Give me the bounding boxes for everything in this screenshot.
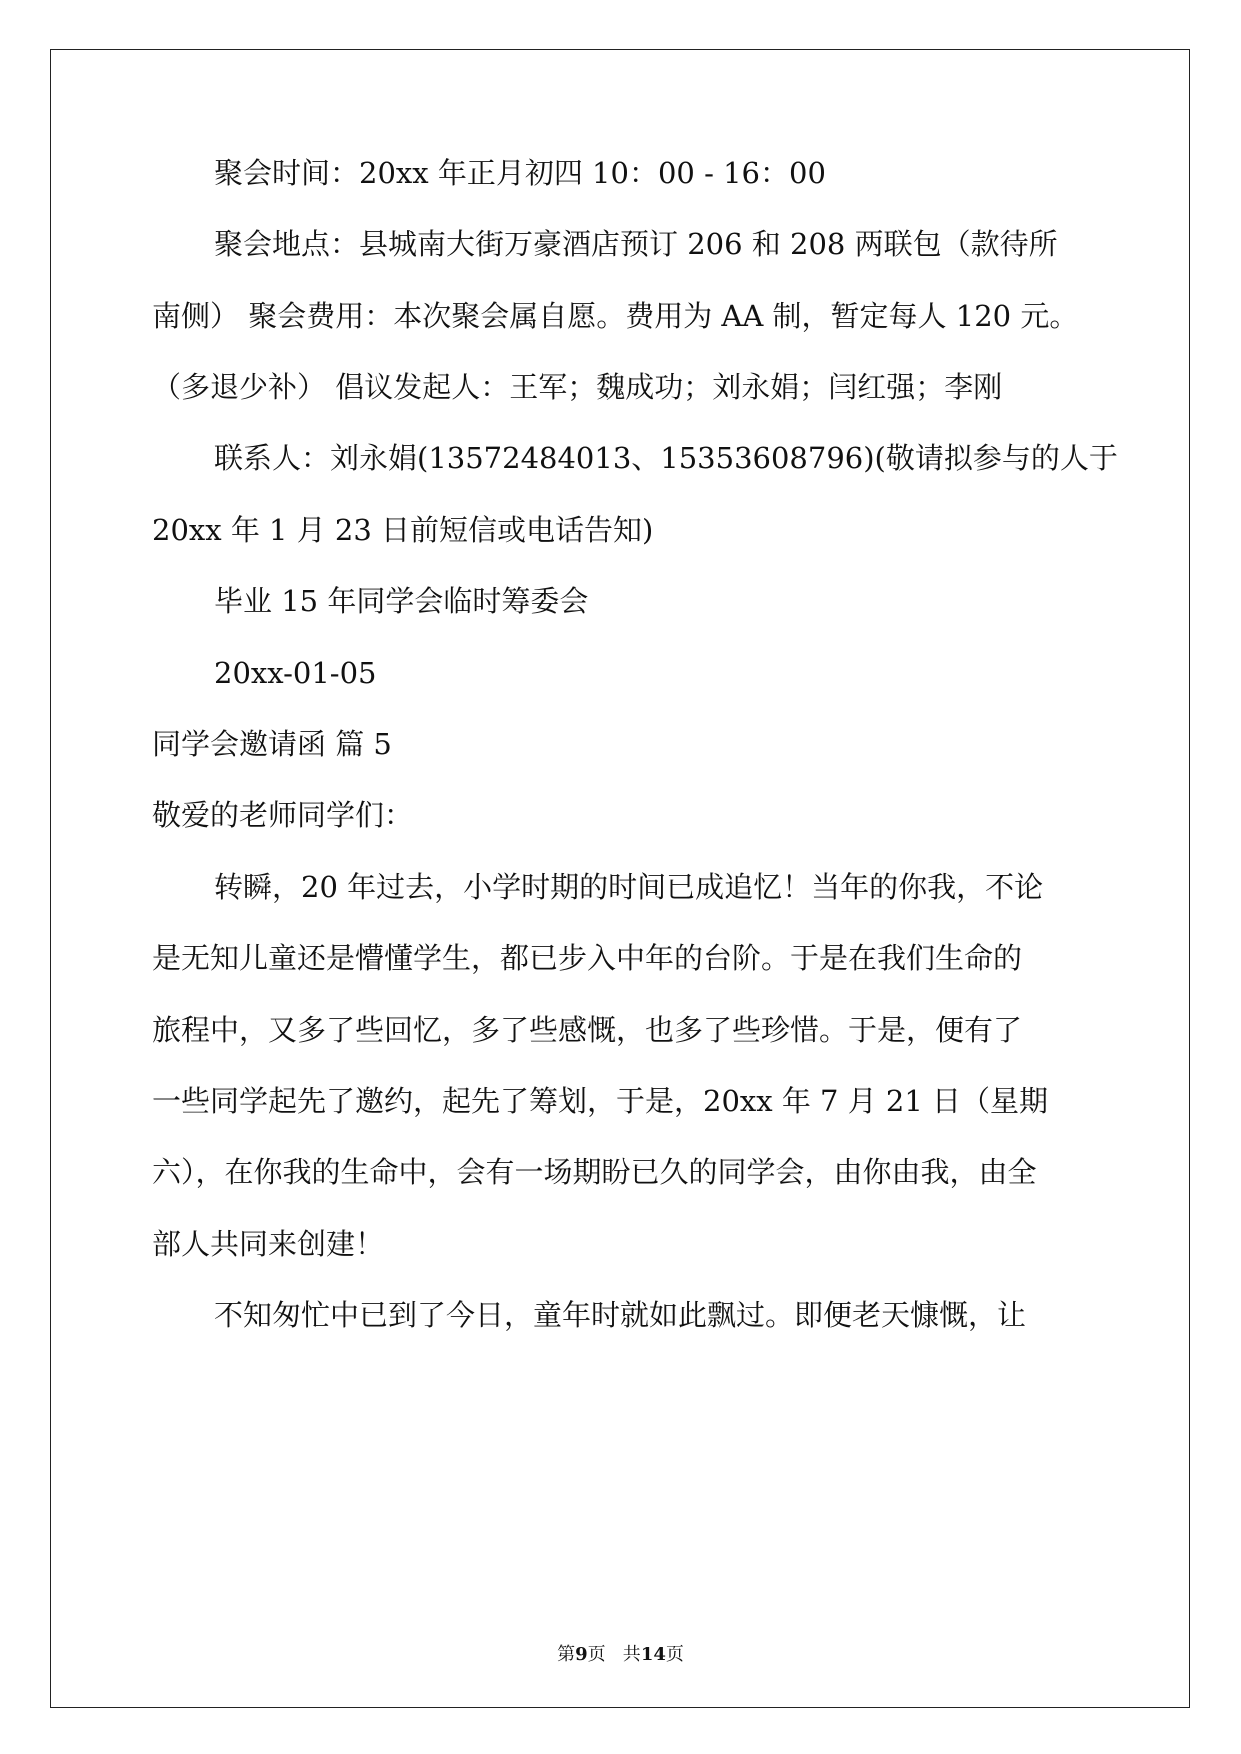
text-line: 聚会时间：20xx 年正月初四 10：00 - 16：00 (214, 156, 826, 190)
footer-page-number: 9 (575, 1644, 588, 1665)
text-line: 部人共同来创建！ (152, 1227, 385, 1261)
footer-middle: 页 共 (587, 1644, 641, 1665)
text-line: 联系人：刘永娟(13572484013、15353608796)(敬请拟参与的人于 (214, 441, 1118, 475)
footer-prefix: 第 (557, 1644, 576, 1665)
text-line: 20xx-01-05 (214, 656, 377, 690)
section-heading: 同学会邀请函 篇 5 (152, 727, 392, 761)
text-line: 旅程中，又多了些回忆，多了些感慨，也多了些珍惜。于是，便有了 (152, 1013, 1023, 1047)
text-line: （多退少补） 倡议发起人：王军；魏成功；刘永娟；闫红强；李刚 (152, 370, 1003, 404)
text-line: 不知匆忙中已到了今日，童年时就如此飘过。即便老天慷慨，让 (214, 1298, 1027, 1332)
text-line: 六），在你我的生命中，会有一场期盼已久的同学会，由你由我，由全 (152, 1155, 1037, 1189)
salutation: 敬爱的老师同学们： (152, 798, 414, 832)
text-line: 是无知儿童还是懵懂学生，都已步入中年的台阶。于是在我们生命的 (152, 941, 1023, 975)
text-line: 聚会地点：县城南大街万豪酒店预订 206 和 208 两联包（款待所 (214, 227, 1058, 261)
text-line: 一些同学起先了邀约，起先了筹划，于是，20xx 年 7 月 21 日（星期 (152, 1084, 1049, 1118)
text-line: 南侧） 聚会费用：本次聚会属自愿。费用为 AA 制，暂定每人 120 元。 (152, 299, 1079, 333)
footer-suffix: 页 (665, 1644, 684, 1665)
text-line: 毕业 15 年同学会临时筹委会 (214, 584, 589, 618)
footer-total-pages: 14 (640, 1644, 666, 1665)
text-line: 20xx 年 1 月 23 日前短信或电话告知) (152, 513, 654, 547)
text-line: 转瞬，20 年过去，小学时期的时间已成追忆！当年的你我，不论 (214, 870, 1044, 904)
page-footer (0, 1643, 1241, 1667)
